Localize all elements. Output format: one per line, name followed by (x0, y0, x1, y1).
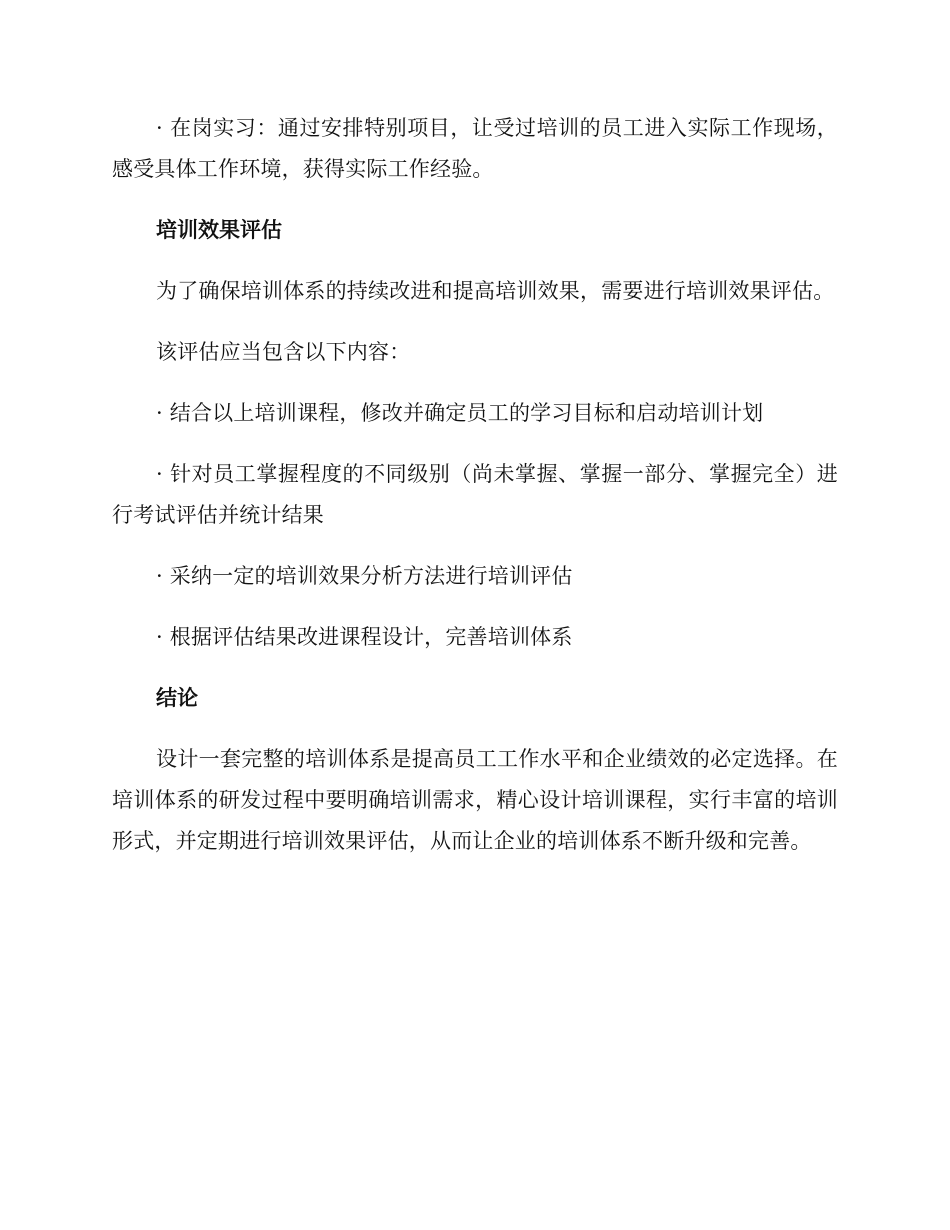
section-heading-conclusion: 结论 (156, 686, 198, 710)
bullet-learning-goals: · 结合以上培训课程，修改并确定员工的学习目标和启动培训计划 (156, 401, 764, 425)
paragraph-evaluation-purpose: 为了确保培训体系的持续改进和提高培训效果，需要进行培训效果评估。 (156, 279, 835, 303)
paragraph-evaluation-contents-intro: 该评估应当包含以下内容： (156, 340, 411, 364)
bullet-analysis-method: · 采纳一定的培训效果分析方法进行培训评估 (156, 564, 573, 588)
bullet-on-the-job-internship: · 在岗实习：通过安排特别项目，让受过培训的员工进入实际工作现场，感受具体工作环境，获得实际工作经验。 (112, 116, 838, 181)
bullet-improve-design: · 根据评估结果改进课程设计，完善培训体系 (156, 625, 573, 649)
section-heading-training-evaluation: 培训效果评估 (156, 218, 282, 242)
document-page (112, 108, 838, 882)
paragraph-conclusion: 设计一套完整的培训体系是提高员工工作水平和企业绩效的必定选择。在培训体系的研发过程中要明确培训需求，精心设计培训课程，实行丰富的培训形式，并定期进行培训效果评估，从而让企业的培训体系不断升级和完善。 (112, 747, 838, 853)
bullet-exam-evaluation: · 针对员工掌握程度的不同级别（尚未掌握、掌握一部分、掌握完全）进行考试评估并统计结果 (112, 462, 838, 527)
